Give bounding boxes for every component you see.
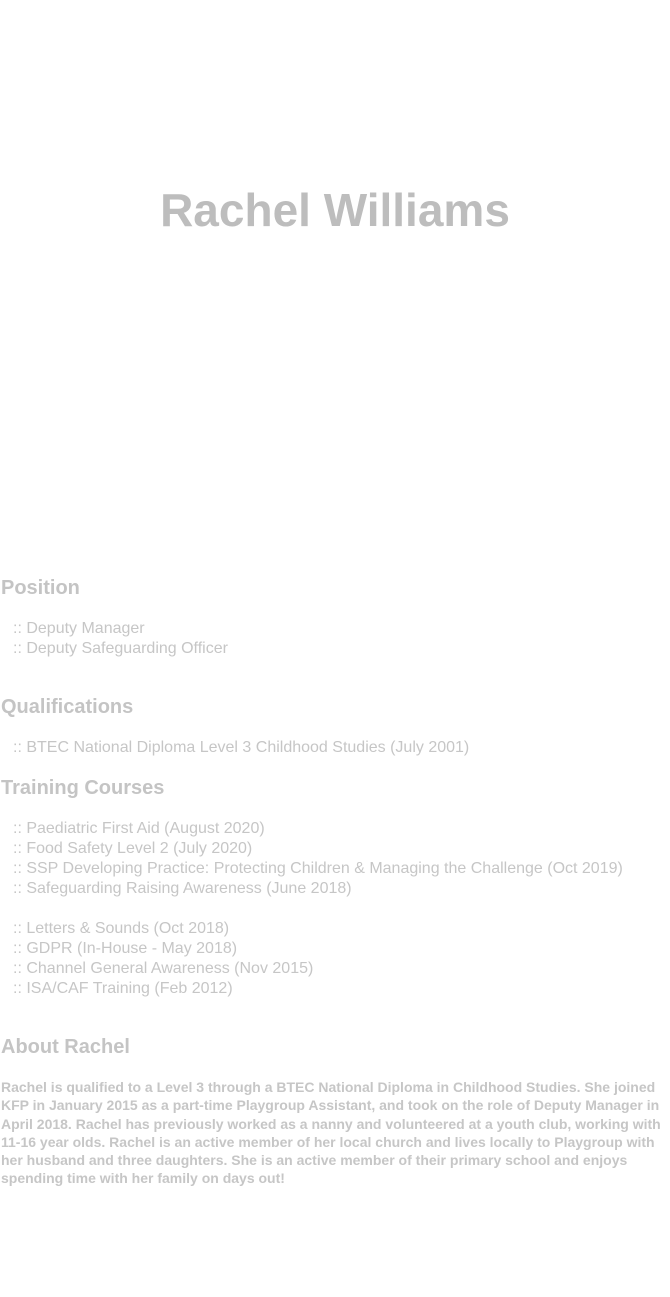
training-heading: Training Courses [1, 777, 165, 799]
training-item: :: ISA/CAF Training (Feb 2012) [13, 980, 233, 997]
qualifications-heading: Qualifications [1, 696, 134, 718]
about-text: Rachel is qualified to a Level 3 through a BTEC National Diploma in Childhood Studies. She joined KFP in January 2015 as a part-time Playgroup Assistant, and took on the role of Deputy Manager in April 2018. Rachel has previously worked as a nanny and volunteered at a youth club, working with 11-16 year olds. Rachel is an active member of her local church and lives locally to Playgroup with her husband and three daughters. She is an active member of their primary school and enjoys spending time with her family on days out! [1, 1079, 661, 1187]
position-item: :: Deputy Manager [13, 620, 145, 637]
position-list [13, 619, 228, 659]
position-item: :: Deputy Safeguarding Officer [13, 640, 228, 657]
about-heading: About Rachel [1, 1036, 130, 1058]
training-item: :: GDPR (In-House - May 2018) [13, 940, 238, 957]
qualifications-list [13, 738, 469, 758]
training-item: :: Channel General Awareness (Nov 2015) [13, 960, 314, 977]
training-item: :: SSP Developing Practice: Protecting Children & Managing the Challenge (Oct 2019) [13, 860, 623, 877]
training-item: :: Letters & Sounds (Oct 2018) [13, 920, 230, 937]
training-list [13, 819, 623, 999]
training-item: :: Paediatric First Aid (August 2020) [13, 820, 265, 837]
training-item: :: Safeguarding Raising Awareness (June 2018) [13, 880, 352, 897]
qualification-item: :: BTEC National Diploma Level 3 Childhood Studies (July 2001) [13, 739, 470, 756]
position-heading: Position [1, 577, 80, 599]
training-item: :: Food Safety Level 2 (July 2020) [13, 840, 253, 857]
profile-name: Rachel Williams [160, 184, 510, 236]
